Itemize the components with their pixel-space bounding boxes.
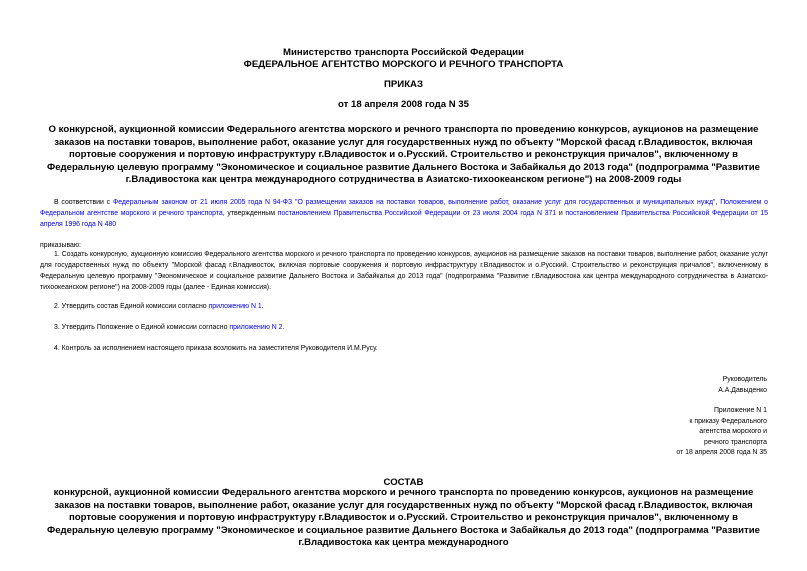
resolution-480-link[interactable]: постановлением Правительства Российской Федерации от 15 апреля 1996 года N 480 — [40, 210, 769, 228]
order-item-2 — [40, 301, 264, 312]
document-title: О конкурсной, аукционной комиссии Федерального агентства морского и речного транспорта по проведению конкурсов, аукционов на размещение заказов на поставки товаров, выполнение работ, оказание услуг для государственных нужд по объекту "Морской фасад г.Владивосток, включая портовые сооружения и портовую инфраструктуру г.Владивосток и о.Русский. Строительство и реконструкция причалов", включенному в Федеральную целевую программу "Экономическое и социальное развитие Дальнего Востока и Забайкалья до 2013 года" (подпрограмма "Развитие г.Владивостока как центра международного сотрудничества в Азиатско-тихоокеанском регионе") на 2008-2009 годы — [47, 124, 760, 185]
preamble-text-1: В соответствии с — [54, 199, 113, 206]
order-item-3 — [40, 322, 284, 333]
resolution-371-link[interactable]: постановлением Правительства Российской Федерации от 23 июля 2004 года N 371 — [277, 210, 557, 217]
preamble-text-3: , утвержденным — [222, 210, 278, 217]
appendix-line-1: Приложение N 1 — [713, 407, 767, 414]
appendix-2-link[interactable]: приложению N 2 — [229, 324, 283, 331]
agency-name: ФЕДЕРАЛЬНОЕ АГЕНТСТВО МОРСКОГО И РЕЧНОГО ТРАНСПОРТА — [243, 59, 564, 70]
order-item-3-text: 3. Утвердить Положение о Единой комиссии согласно — [54, 324, 230, 331]
signer-name: А.А.Давыденко — [718, 387, 767, 394]
order-item-1: 1. Создать конкурсную, аукционную комиссию Федерального агентства морского и речного транспорта по проведению конкурсов, аукционов на размещение заказов на поставки товаров, выполнение работ, оказание услуг для государственных нужд по объекту "Морской фасад г.Владивосток, включая портовые сооружения и портовую инфраструктуру г.Владивосток и о.Русский. Строительство и реконструкция причалов", включенному в Федеральную целевую программу "Экономическое и социальное развитие Дальнего Востока и Забайкалья до 2013 года" (подпрограмма "Развитие г.Владивостока как центра международного сотрудничества в Азиатско-тихоокеанском регионе") на 2008-2009 годы (далее - Единая комиссия). — [40, 251, 768, 291]
signer-position: Руководитель — [722, 376, 767, 383]
appendix-1-link[interactable]: приложению N 1 — [208, 303, 262, 310]
order-item-2-end: . — [261, 303, 264, 310]
order-item-4: 4. Контроль за исполнением настоящего приказа возложить на заместителя Руководителя И.М.Русу. — [54, 345, 378, 352]
order-item-2-text: 2. Утвердить состав Единой комиссии согласно — [54, 303, 209, 310]
appendix-line-5: от 18 апреля 2008 года N 35 — [676, 449, 767, 456]
appendix-line-4: речного транспорта — [704, 438, 767, 446]
agency-regulation-link[interactable]: Положением о Федеральном агентстве морского и речного транспорта — [40, 199, 769, 217]
appendix-line-2: к приказу Федерального — [689, 417, 767, 425]
preamble-paragraph — [40, 197, 768, 230]
federal-law-link[interactable]: Федеральным законом от 21 июля 2005 года N 94-ФЗ "О размещении заказов на поставки товаров, выполнение работ, оказание услуг для государственных и муниципальных нужд" — [112, 199, 716, 206]
preamble-text-4: и — [556, 210, 566, 217]
preamble-text-2: , — [715, 199, 721, 206]
composition-title: СОСТАВ — [383, 477, 424, 488]
appendix-line-3: агентства морского и — [699, 428, 767, 435]
document-type: ПРИКАЗ — [384, 79, 423, 90]
appendix-header — [676, 406, 767, 459]
order-word: приказываю: — [40, 242, 81, 249]
composition-description: конкурсной, аукционной комиссии Федерального агентства морского и речного транспорта по проведению конкурсов, аукционов на размещение заказов на поставки товаров, выполнение работ, оказание услуг для государственных нужд по объекту "Морской фасад г.Владивосток, включая портовые сооружения и портовую инфраструктуру г.Владивосток и о.Русский. Строительство и реконструкция причалов", включенному в Федеральную целевую программу "Экономическое и социальное развитие Дальнего Востока и Забайкалья до 2013 года" (подпрограмма "Развитие г.Владивостока как центра международного — [47, 487, 760, 548]
signature-block — [718, 374, 767, 396]
order-item-3-end: . — [282, 324, 285, 331]
ministry-name: Министерство транспорта Российской Федерации — [283, 47, 524, 58]
document-date-number: от 18 апреля 2008 года N 35 — [338, 99, 469, 110]
